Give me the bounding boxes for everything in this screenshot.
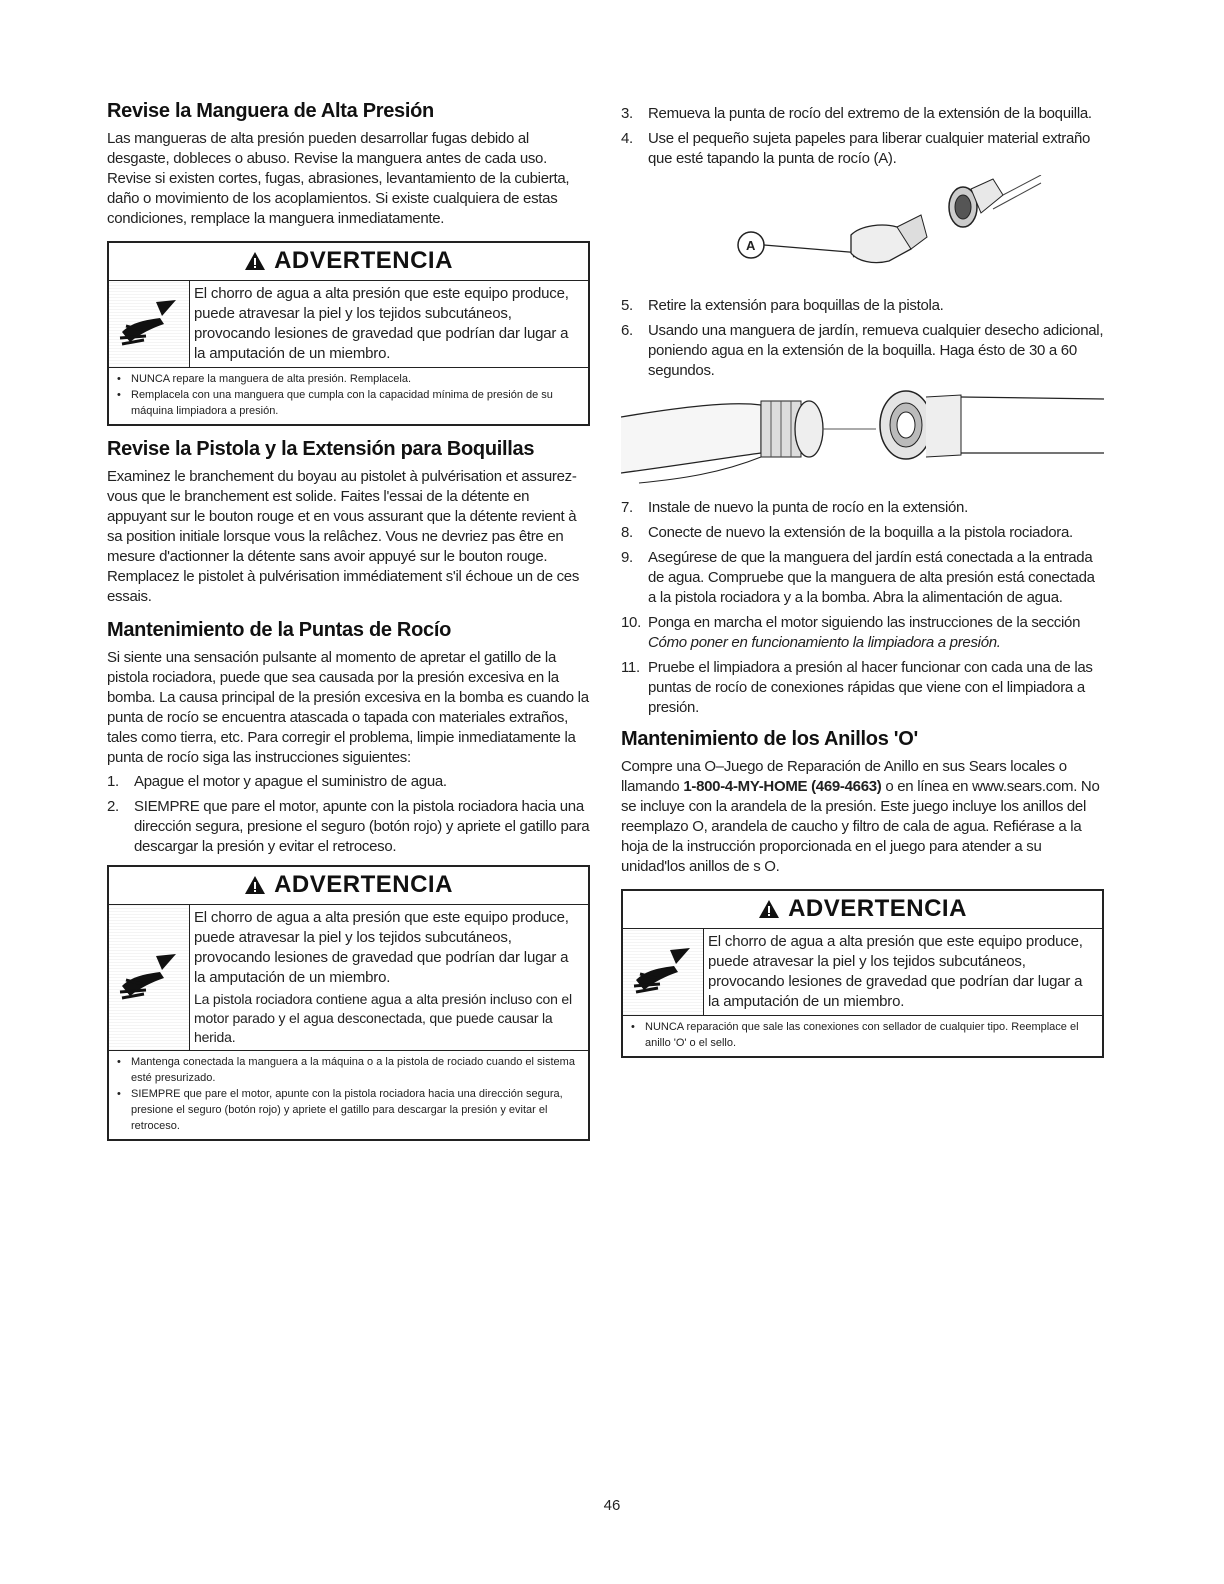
warning-title: ADVERTENCIA — [274, 247, 453, 274]
steps-list — [621, 498, 1104, 718]
section-title-gun: Revise la Pistola y la Extensión para Boquillas — [107, 438, 535, 460]
warning-text: El chorro de agua a alta presión que este equipo produce, puede atravesar la piel y los tejidos subcutáneos, provocando lesiones de gravedad que podrían dar lugar a la amputación de un miembro. — [703, 929, 1102, 1015]
warning-notes — [109, 368, 588, 424]
list-item: 8. Conecte de nuevo la extensión de la boquilla a la pistola rociadora. — [621, 524, 1073, 541]
warning-note: • Remplacela con una manguera que cumpla con la capacidad mínima de presión de su máquina limpiadora a presión. — [117, 387, 582, 419]
section-title-orings: Mantenimiento de los Anillos 'O' — [621, 728, 918, 750]
warning-title: ADVERTENCIA — [788, 895, 967, 922]
right-column — [621, 104, 1104, 1070]
list-item: 2. SIEMPRE que pare el motor, apunte con la pistola rociadora hacia una dirección segura, presione el seguro (botón rojo) y apriete el gatillo para descargar la presión y evitar el retroceso. — [107, 798, 590, 855]
warning-text: El chorro de agua a alta presión que este equipo produce, puede atravesar la piel y los tejidos subcutáneos, provocando lesiones de gravedad que podrían dar lugar a la amputación de un miembro. — [194, 909, 569, 986]
page-number: 46 — [603, 1497, 621, 1514]
list-item: 6. Usando una manguera de jardín, remueva cualquier desecho adicional, poniendo agua en la extensión de la boquilla. Haga ésto de 30 a 60 segundos. — [621, 322, 1104, 379]
section-hose — [107, 100, 590, 229]
warning-title: ADVERTENCIA — [274, 871, 453, 898]
warning-box-1 — [107, 241, 590, 426]
steps-list — [107, 772, 590, 857]
injection-hazard-icon — [109, 905, 189, 1050]
list-item: 1. Apague el motor y apague el suministro de agua. — [107, 773, 447, 790]
warning-text: El chorro de agua a alta presión que este equipo produce, puede atravesar la piel y los tejidos subcutáneos, provocando lesiones de gravedad que podrían dar lugar a la amputación de un miembro. — [189, 281, 588, 367]
section-gun — [107, 438, 590, 607]
warning-notes — [623, 1016, 1102, 1056]
section-body-gun: Examinez le branchement du boyau au pistolet à pulvérisation et assurez-vous que le branchement est solide. Faites l'essai de la détente en appuyant sur le bouton rouge et en vous assurant que la détente revient à sa position initiale lorsque vous la relâchez. Vous ne devriez pas être en mesure d'actionner la détente sans avoir appuyé sur le bouton rouge. Remplacez le pistolet à pulvérisation immédiatement s'il échoue un de ces essais. — [107, 468, 580, 605]
section-tips — [107, 619, 590, 857]
warning-text-2: La pistola rociadora contiene agua a alta presión incluso con el motor parado y el agua desconectada, que puede causar la herida. — [194, 991, 572, 1045]
warning-header — [109, 867, 588, 905]
warning-box-2 — [107, 865, 590, 1141]
spray-tip-illustration — [621, 175, 1104, 290]
section-body-orings: Compre una O–Juego de Reparación de Anillo en sus Sears locales o llamando 1-800-4-MY-HOME (469-4663) o en línea en www.sears.com. No se incluye con la arandela de la presión. Este juego incluye los anillos del reemplazo O, arandela de caucho y filtro de cala de agua. Refiérase a la hoja de la instrucción proporcionada en el juego para atender a su unidad'los anillos de s O. — [621, 758, 1100, 875]
section-reference: Cómo poner en funcionamiento la limpiadora a presión. — [648, 634, 1001, 651]
warning-notes — [109, 1051, 588, 1139]
hose-extension-illustration — [621, 387, 1104, 492]
injection-hazard-icon — [623, 929, 703, 1015]
warning-header — [109, 243, 588, 281]
warning-triangle-icon — [244, 251, 266, 271]
list-item: 5. Retire la extensión para boquillas de la pistola. — [621, 297, 944, 314]
left-column — [107, 100, 590, 1153]
phone-number: 1-800-4-MY-HOME (469-4663) — [683, 778, 882, 795]
list-item: 7. Instale de nuevo la punta de rocío en la extensión. — [621, 499, 968, 516]
steps-list — [621, 104, 1104, 169]
list-item: 10. Ponga en marcha el motor siguiendo las instrucciones de la sección Cómo poner en funcionamiento la limpiadora a presión. — [621, 614, 1081, 651]
section-orings — [621, 728, 1104, 877]
section-body-hose: Las mangueras de alta presión pueden desarrollar fugas debido al desgaste, dobleces o abuso. Revise la manguera antes de cada uso. Revise si existen cortes, fugas, abrasiones, levantamiento de la cubierta, daño o movimiento de los acoplamientos. Si existe cualquiera de estas condiciones, remplace la manguera inmediatamente. — [107, 130, 570, 227]
injection-hazard-icon — [109, 281, 189, 367]
warning-note: • Mantenga conectada la manguera a la máquina o a la pistola de rociado cuando el sistema esté presurizado. — [117, 1054, 582, 1086]
steps-list — [621, 296, 1104, 381]
warning-box-3 — [621, 889, 1104, 1058]
list-item: 3. Remueva la punta de rocío del extremo de la extensión de la boquilla. — [621, 105, 1092, 122]
section-body-tips: Si siente una sensación pulsante al momento de apretar el gatillo de la pistola rociadora, puede que sea causada por la presión excesiva en la bomba. La causa principal de la presión excesiva en la bomba es cuando la punta de rocío se encuentra atascada o tapada con materiales extraños, tales como tierra, etc. Para corregir el problema, limpie inmediatamente la punta de rocío siga las instrucciones siguientes: — [107, 649, 589, 766]
list-item: 11. Pruebe el limpiadora a presión al hacer funcionar con cada una de las puntas de rocío de conexiones rápidas que viene con el limpiadora a presión. — [621, 659, 1093, 716]
warning-note: • NUNCA repare la manguera de alta presión. Remplacela. — [117, 371, 582, 387]
warning-triangle-icon — [244, 875, 266, 895]
warning-note: • NUNCA reparación que sale las conexiones con sellador de cualquier tipo. Reemplace el anillo 'O' o el sello. — [631, 1019, 1096, 1051]
warning-header — [623, 891, 1102, 929]
callout-a-label: A — [746, 238, 756, 253]
section-title-tips: Mantenimiento de la Puntas de Rocío — [107, 619, 451, 641]
section-title-hose: Revise la Manguera de Alta Presión — [107, 100, 434, 122]
list-item: 9. Asegúrese de que la manguera del jardín está conectada a la entrada de agua. Compruebe que la manguera de alta presión está conectada a la pistola rociadora y a la bomba. Abra la alimentación de agua. — [621, 549, 1095, 606]
list-item: 4. Use el pequeño sujeta papeles para liberar cualquier material extraño que esté tapando la punta de rocío (A). — [621, 130, 1091, 167]
warning-note: • SIEMPRE que pare el motor, apunte con la pistola rociadora hacia una dirección segura, presione el seguro (botón rojo) y apriete el gatillo para descargar la presión y evitar el retroceso. — [117, 1086, 582, 1134]
warning-triangle-icon — [758, 899, 780, 919]
